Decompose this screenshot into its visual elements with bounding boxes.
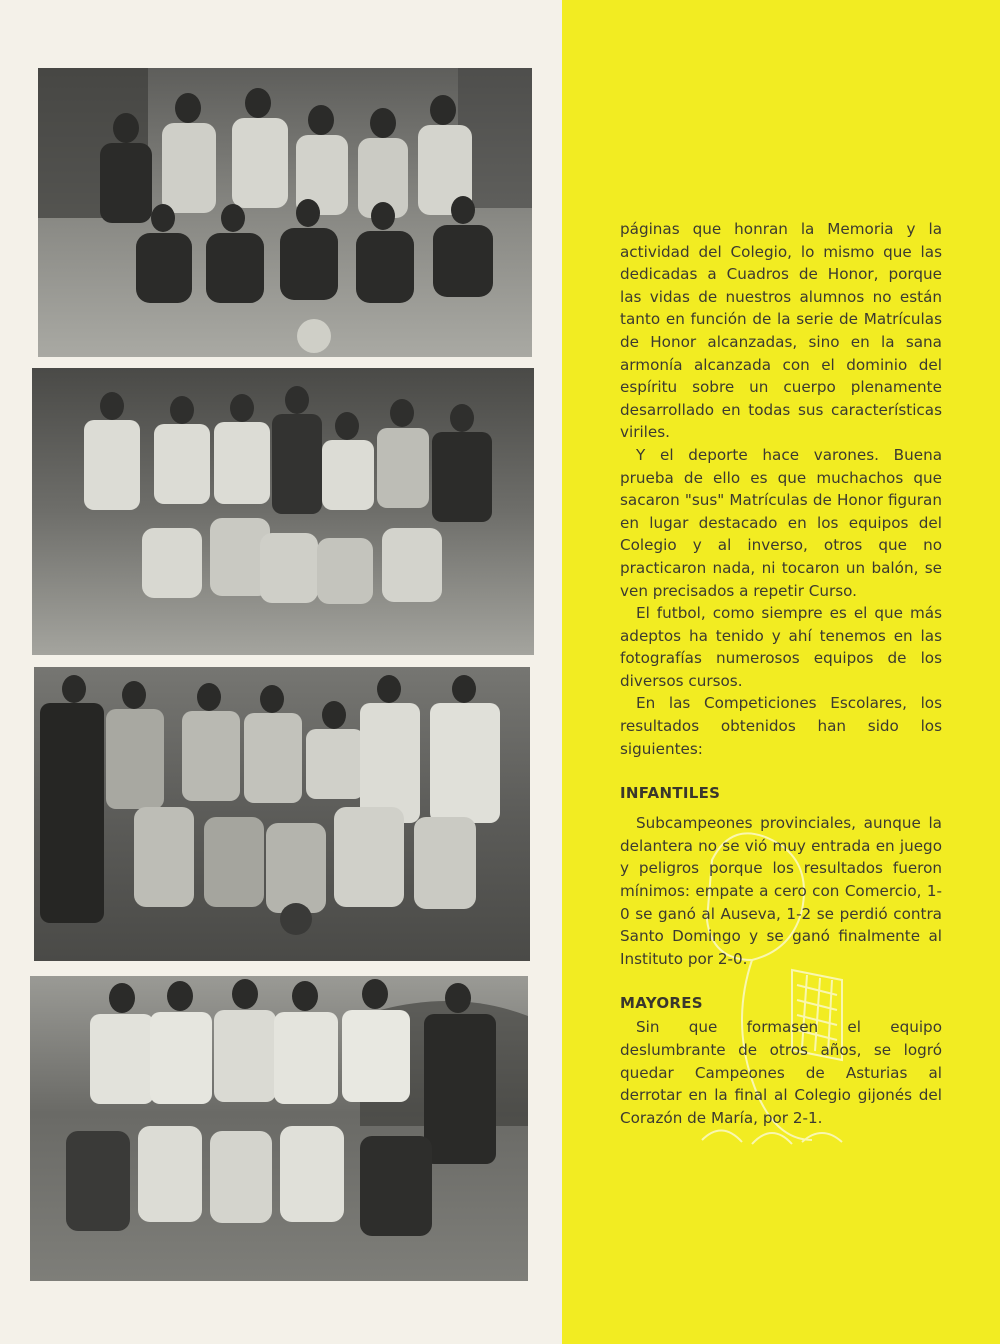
- paragraph-2: Y el deporte hace varones. Buena prueba de ello es que muchachos que sacaron "sus" Matrículas de Honor figuran en lugar destacado en los equipos del Colegio y al inverso, otros que no practicaron nada, ni tocaron un balón, se ven precisados a repetir Curso.: [620, 445, 942, 600]
- team-photo-4: [30, 976, 528, 1281]
- paragraph-1: páginas que honran la Memoria y la actividad del Colegio, lo mismo que las dedicadas a Cuadros de Honor, porque las vidas de nuestros alumnos no están tanto en función de la serie de Matrículas de Honor alcanzadas, sino en la sana armonía alcanzada con el dominio del espíritu sobre un cuerpo plenamente desarrollado en todas sus características viriles.: [620, 220, 942, 442]
- article-text-column: [620, 218, 942, 1129]
- section-heading-mayores: MAYORES: [620, 994, 703, 1013]
- paragraph-mayores: Sin que formasen el equipo deslumbrante de otros años, se logró quedar Campeones de Asturias al derrotar en la final al Colegio gijonés del Corazón de María, por 2-1.: [620, 1018, 942, 1127]
- paragraph-3: El futbol, como siempre es el que más adeptos ha tenido y ahí tenemos en las fotografías numerosos equipos de los diversos cursos.: [620, 604, 942, 690]
- paragraph-4: En las Competiciones Escolares, los resultados obtenidos han sido los siguientes:: [620, 694, 942, 758]
- paragraph-infantiles: Subcampeones provinciales, aunque la delantera no se vió muy entrada en juego y peligros porque los resultados fueron mínimos: empate a cero con Comercio, 1-0 se ganó al Auseva, 1-2 se perdió contra Santo Domingo y se ganó finalmente al Instituto por 2-0.: [620, 814, 942, 968]
- team-photo-3: [34, 667, 530, 961]
- team-photo-1: [38, 68, 532, 357]
- team-photo-2: [32, 368, 534, 655]
- section-heading-infantiles: INFANTILES: [620, 784, 721, 803]
